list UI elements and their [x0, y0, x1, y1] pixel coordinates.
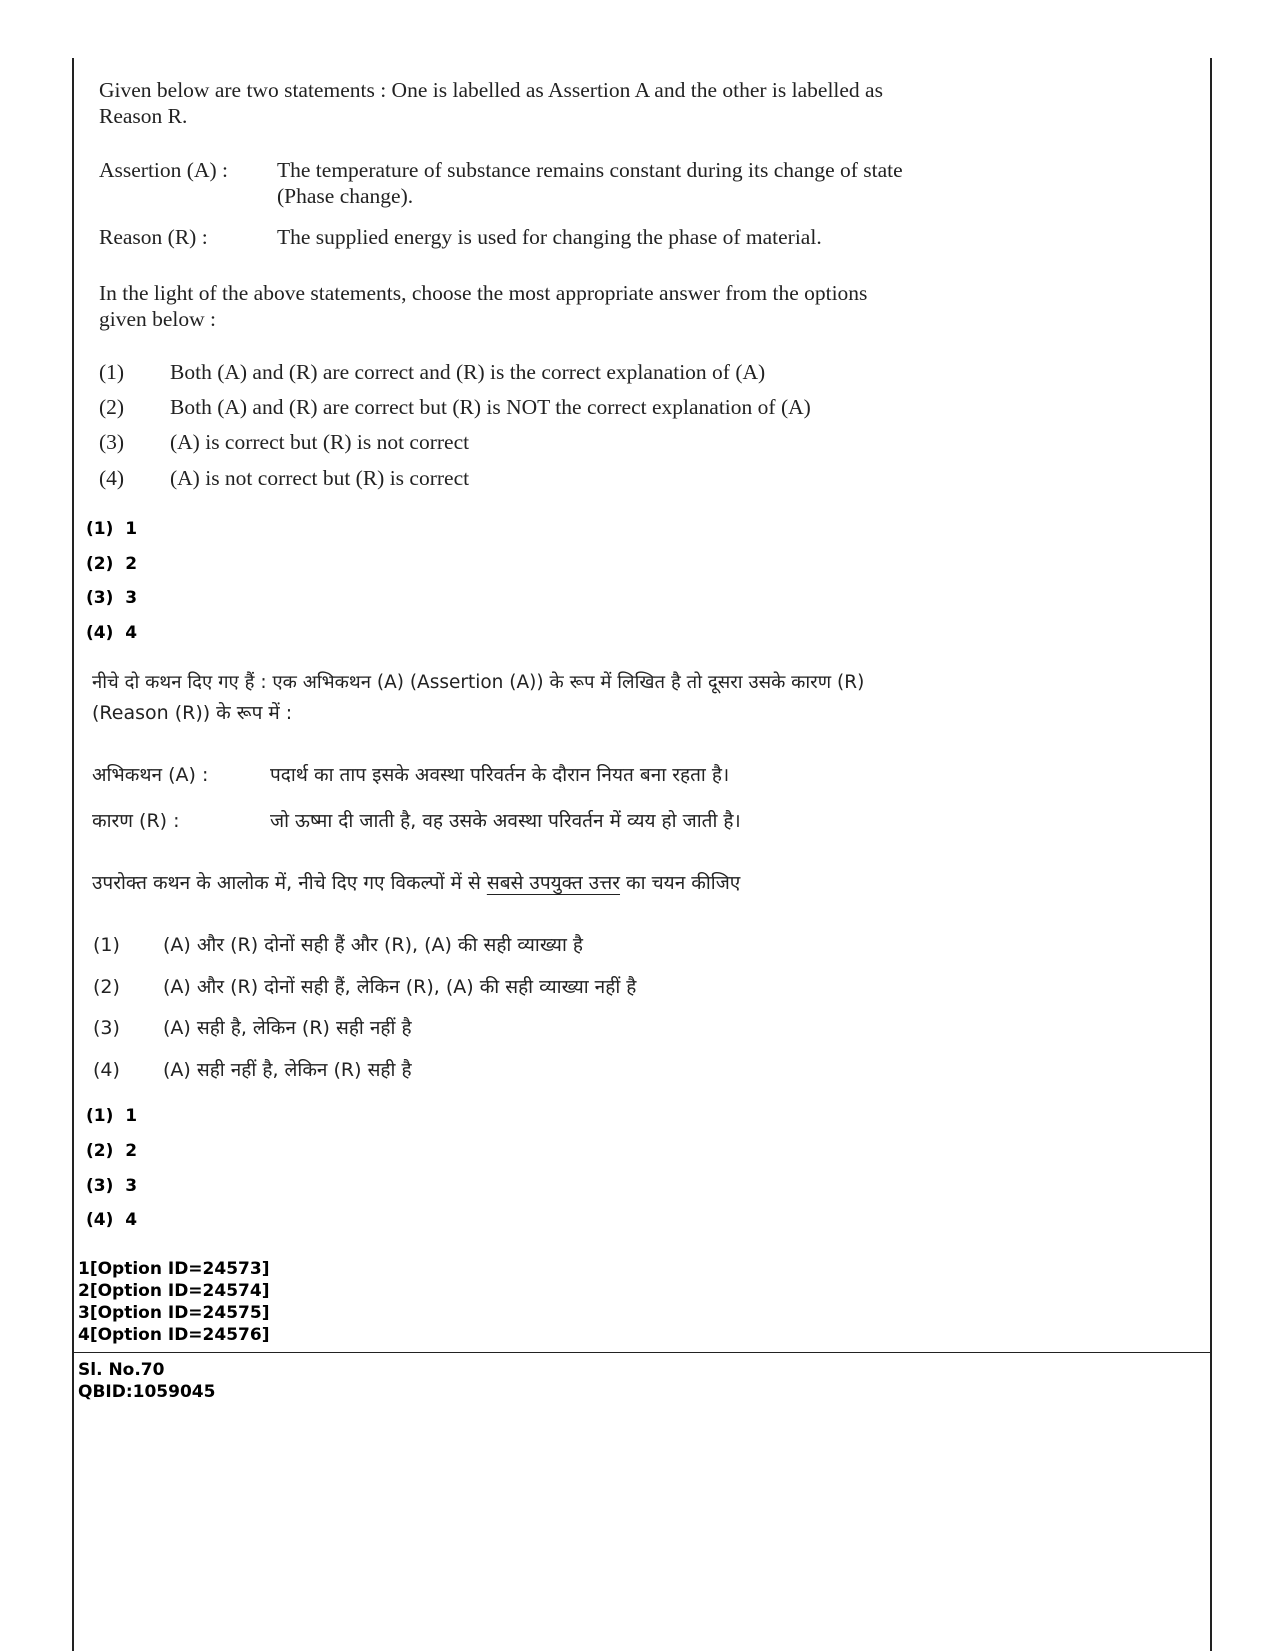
- hindi-question: [92, 868, 740, 898]
- english-option-number: (3): [99, 430, 125, 454]
- english-option-number: (1): [99, 360, 125, 384]
- english-option-text: (A) is not correct but (R) is correct: [170, 466, 470, 490]
- english-option-number: (2): [99, 395, 125, 419]
- hindi-option-text: (A) और (R) दोनों सही हैं और (R), (A) की सही व्याख्या है: [163, 934, 584, 956]
- answer-choice[interactable]: (2) 2: [86, 1141, 138, 1161]
- english-assertion-line1: The temperature of substance remains constant during its change of state: [277, 158, 903, 182]
- hindi-option-number: (1): [93, 934, 120, 956]
- english-question-line1: In the light of the above statements, choose the most appropriate answer from the options: [99, 281, 868, 305]
- english-assertion-line2: (Phase change).: [277, 184, 414, 208]
- hindi-option-number: (4): [93, 1059, 120, 1081]
- hindi-assertion-label: अभिकथन (A) :: [92, 764, 209, 786]
- hindi-intro-line1: नीचे दो कथन दिए गए हैं : एक अभिकथन (A) (Assertion (A)) के रूप में लिखित है तो दूसरा उसके कारण (R): [92, 672, 865, 693]
- english-assertion-text: [277, 157, 903, 209]
- english-reason-text: The supplied energy is used for changing the phase of material.: [277, 225, 822, 249]
- english-intro-line1: Given below are two statements : One is labelled as Assertion A and the other is labelled as: [99, 78, 883, 102]
- option-id: 3[Option ID=24575]: [78, 1303, 270, 1323]
- right-border-line: [1210, 58, 1212, 1651]
- hindi-assertion-text: पदार्थ का ताप इसके अवस्था परिवर्तन के दौरान नियत बना रहता है।: [270, 764, 730, 786]
- question-bank-id: QBID:1059045: [78, 1382, 216, 1402]
- hindi-option-text: (A) सही नहीं है, लेकिन (R) सही है: [163, 1059, 412, 1081]
- english-intro-line2: Reason R.: [99, 104, 188, 128]
- answer-choice[interactable]: (2) 2: [86, 554, 138, 574]
- option-id: 1[Option ID=24573]: [78, 1259, 270, 1279]
- english-question-line2: given below :: [99, 307, 217, 331]
- english-option-text: Both (A) and (R) are correct but (R) is NOT the correct explanation of (A): [170, 395, 811, 419]
- hindi-intro: [92, 668, 1192, 728]
- answer-choice[interactable]: (4) 4: [86, 1210, 138, 1230]
- english-option-text: (A) is correct but (R) is not correct: [170, 430, 470, 454]
- hindi-question-emphasis: सबसे उपयुक्त उत्तर: [486, 872, 621, 894]
- english-question: [99, 280, 867, 332]
- answer-choice[interactable]: (3) 3: [86, 588, 138, 608]
- question-separator: [72, 1352, 1212, 1353]
- hindi-intro-line2: (Reason (R)) के रूप में :: [92, 702, 293, 724]
- hindi-question-suffix: का चयन कीजिए: [620, 872, 741, 894]
- hindi-option-text: (A) और (R) दोनों सही हैं, लेकिन (R), (A) की सही व्याख्या नहीं है: [163, 976, 637, 998]
- hindi-option-number: (2): [93, 976, 120, 998]
- english-option-number: (4): [99, 466, 125, 490]
- option-id: 2[Option ID=24574]: [78, 1281, 270, 1301]
- option-id-list: [78, 1258, 269, 1346]
- hindi-reason-text: जो ऊष्मा दी जाती है, वह उसके अवस्था परिवर्तन में व्यय हो जाती है।: [270, 810, 741, 832]
- hindi-option-number: (3): [93, 1017, 120, 1039]
- hindi-question-prefix: उपरोक्त कथन के आलोक में, नीचे दिए गए विकल्पों में से: [92, 872, 487, 894]
- next-question-meta: [78, 1359, 215, 1403]
- serial-number: Sl. No.70: [78, 1360, 165, 1380]
- english-option-text: Both (A) and (R) are correct and (R) is the correct explanation of (A): [170, 360, 766, 384]
- answer-choice[interactable]: (3) 3: [86, 1176, 138, 1196]
- left-border-line: [72, 58, 74, 1651]
- answer-choice[interactable]: (4) 4: [86, 623, 138, 643]
- english-reason-label: Reason (R) :: [99, 225, 208, 249]
- english-intro: [99, 77, 883, 129]
- answer-choice[interactable]: (1) 1: [86, 519, 138, 539]
- hindi-option-text: (A) सही है, लेकिन (R) सही नहीं है: [163, 1017, 412, 1039]
- hindi-reason-label: कारण (R) :: [92, 810, 180, 832]
- answer-choice[interactable]: (1) 1: [86, 1106, 138, 1126]
- option-id: 4[Option ID=24576]: [78, 1325, 270, 1345]
- english-assertion-label: Assertion (A) :: [99, 158, 228, 182]
